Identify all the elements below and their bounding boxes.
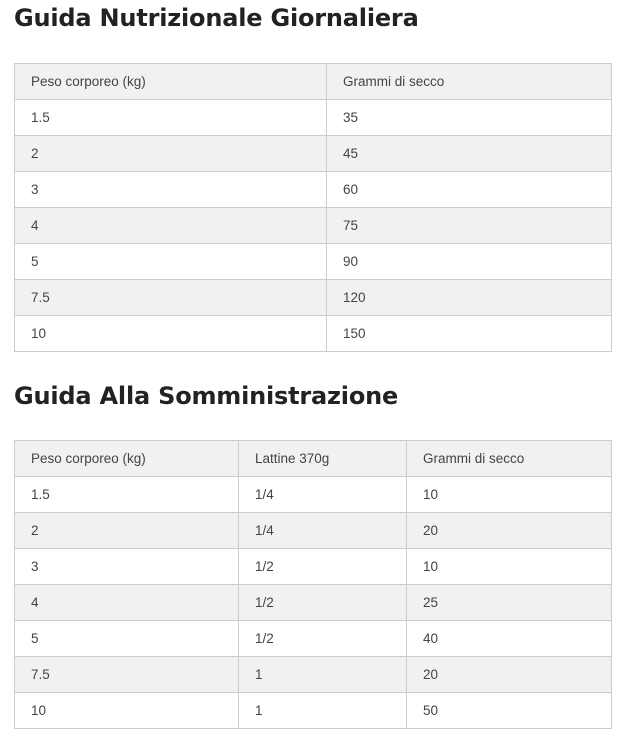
cell-body-weight: 7.5 [15, 280, 327, 316]
column-header-body-weight: Peso corporeo (kg) [15, 64, 327, 100]
cell-cans: 1 [239, 657, 407, 693]
table-row [15, 208, 612, 244]
cell-body-weight: 3 [15, 172, 327, 208]
table-row [15, 100, 612, 136]
section-title-daily-nutrition: Guida Nutrizionale Giornaliera [14, 4, 419, 32]
table-header-row [15, 441, 612, 477]
cell-cans: 1/4 [239, 477, 407, 513]
column-header-body-weight: Peso corporeo (kg) [15, 441, 239, 477]
cell-cans: 1/2 [239, 621, 407, 657]
cell-body-weight: 10 [15, 316, 327, 352]
table-row [15, 657, 612, 693]
table-row [15, 244, 612, 280]
feeding-guide-table [14, 440, 612, 729]
table-row [15, 280, 612, 316]
cell-body-weight: 3 [15, 549, 239, 585]
cell-dry-grams: 60 [327, 172, 612, 208]
cell-body-weight: 5 [15, 621, 239, 657]
table-row [15, 172, 612, 208]
cell-body-weight: 4 [15, 208, 327, 244]
table-row [15, 316, 612, 352]
table-row [15, 585, 612, 621]
cell-dry-grams: 25 [407, 585, 612, 621]
column-header-dry-grams: Grammi di secco [327, 64, 612, 100]
table-row [15, 549, 612, 585]
section-title-feeding-guide: Guida Alla Somministrazione [14, 382, 399, 410]
table-row [15, 693, 612, 729]
table-header-row [15, 64, 612, 100]
cell-body-weight: 1.5 [15, 100, 327, 136]
cell-dry-grams: 20 [407, 657, 612, 693]
cell-cans: 1 [239, 693, 407, 729]
cell-dry-grams: 35 [327, 100, 612, 136]
column-header-dry-grams: Grammi di secco [407, 441, 612, 477]
cell-body-weight: 10 [15, 693, 239, 729]
cell-dry-grams: 45 [327, 136, 612, 172]
cell-dry-grams: 10 [407, 477, 612, 513]
cell-body-weight: 4 [15, 585, 239, 621]
cell-body-weight: 1.5 [15, 477, 239, 513]
cell-dry-grams: 120 [327, 280, 612, 316]
cell-cans: 1/2 [239, 585, 407, 621]
cell-body-weight: 5 [15, 244, 327, 280]
cell-dry-grams: 75 [327, 208, 612, 244]
column-header-cans: Lattine 370g [239, 441, 407, 477]
cell-body-weight: 7.5 [15, 657, 239, 693]
cell-cans: 1/2 [239, 549, 407, 585]
cell-dry-grams: 10 [407, 549, 612, 585]
cell-dry-grams: 20 [407, 513, 612, 549]
table-row [15, 513, 612, 549]
cell-dry-grams: 150 [327, 316, 612, 352]
cell-body-weight: 2 [15, 136, 327, 172]
cell-dry-grams: 40 [407, 621, 612, 657]
cell-dry-grams: 50 [407, 693, 612, 729]
cell-cans: 1/4 [239, 513, 407, 549]
cell-body-weight: 2 [15, 513, 239, 549]
table-row [15, 621, 612, 657]
table-row [15, 136, 612, 172]
daily-nutrition-table [14, 63, 612, 352]
cell-dry-grams: 90 [327, 244, 612, 280]
table-row [15, 477, 612, 513]
